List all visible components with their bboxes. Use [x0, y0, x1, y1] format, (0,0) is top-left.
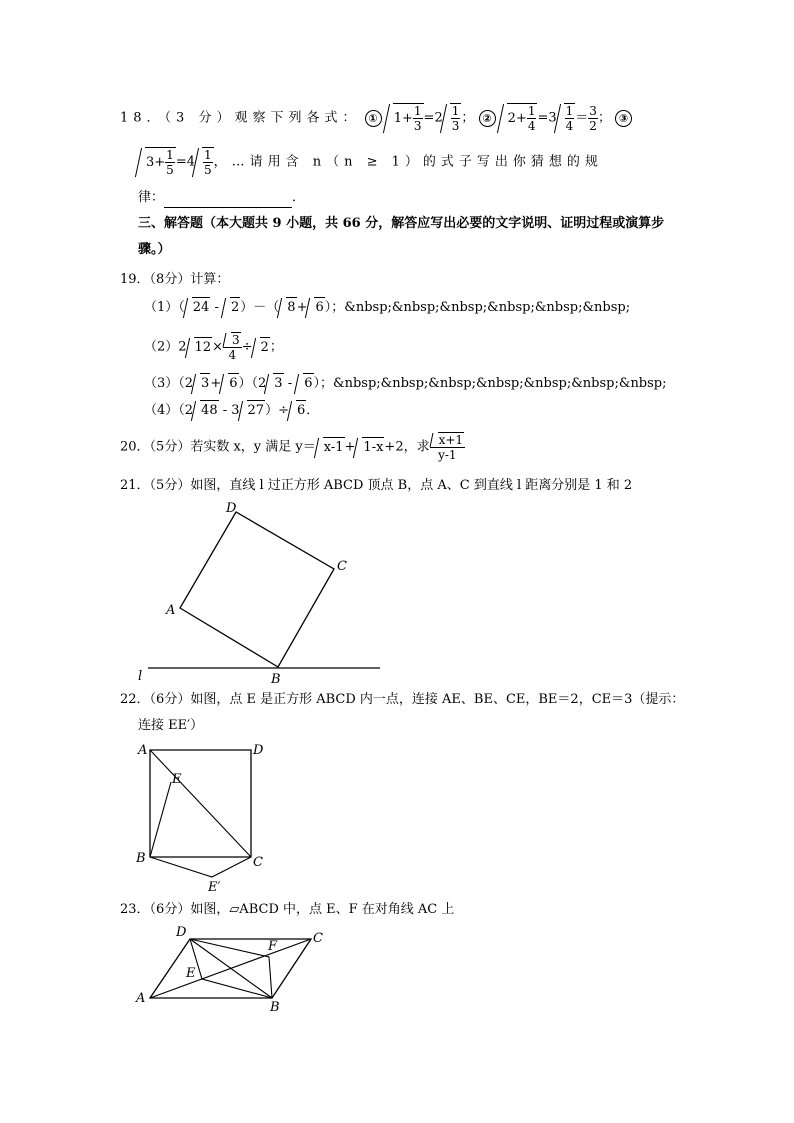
circle-number-3: ③ — [615, 110, 632, 127]
section3-heading-cont: 骤。） — [138, 242, 171, 257]
label-b: B — [271, 672, 281, 687]
section3-heading: 三、解答题（本大题共 9 小题，共 66 分，解答应写出必要的文字说明、证明过程或演算步 — [138, 216, 665, 231]
q22-figure — [130, 740, 280, 900]
label-c: C — [253, 855, 263, 870]
q18-label: 18．（3 分）观察下列各式： — [120, 110, 361, 126]
label-b: B — [270, 1000, 280, 1015]
q19-part2: （2）2 12× $\frac{3}{4}$ ÷ 2； — [144, 333, 283, 362]
q22-line1: 22．（6分）如图，点 E 是正方形 ABCD 内一点，连接 AE、BE、CE，BE＝2，CE＝3（提示： — [120, 692, 685, 707]
q18-line2-text: ，…请用含 n（n ≥ 1）的式子写出你猜想的规 — [213, 154, 603, 170]
radical-expr-3: 3+ $\frac{1}{5}$ — [146, 148, 174, 177]
q20-text: 20．（5分）若实数 x，y 满足 y＝ x-1+ 1-x+2，求 $\frac{x+1}{y-1}$ — [120, 433, 464, 462]
label-e-prime: E′ — [208, 880, 221, 895]
q18-line2: 3+ $\frac{1}{5}$ =4 $\frac{1}{5}$ ，…请用含 n（n ≥ 1）的式子写出你猜想的规 — [138, 147, 603, 177]
label-d: D — [176, 925, 187, 940]
label-d: D — [253, 743, 264, 758]
label-a: A — [138, 743, 148, 758]
label-a: A — [166, 603, 176, 618]
q18-line1: 18．（3 分）观察下列各式： ① 1+ $\frac{1}{3}$ =2 $\frac{1}{3}$ ； ② 2+ $\frac{1}{4}$ =3 $\frac{1}{4}$ ＝ $\frac{3}{2}$ ； ③ — [120, 103, 632, 129]
answer-blank[interactable] — [164, 193, 292, 208]
q23-text: 23．（6分）如图，▱ABCD 中，点 E、F 在对角线 AC 上 — [120, 902, 455, 917]
q19-part3: （3）（2 3+ 6）（2 3 - 6）；&nbsp;&nbsp;&nbsp;&nbsp;&nbsp;&nbsp;&nbsp; — [144, 373, 667, 394]
radical-expr-1: 1+ $\frac{1}{3}$ — [393, 104, 422, 133]
label-e: E — [186, 966, 196, 981]
q18-line3: 律： ． — [138, 188, 305, 208]
q21-figure — [130, 500, 390, 690]
q19-part4: （4）（2 48 - 3 27）÷ 6． — [144, 400, 319, 421]
q23-figure — [130, 922, 340, 1017]
label-l: l — [138, 669, 143, 684]
circle-number-2: ② — [479, 110, 496, 127]
q22-line2: 连接 EE′） — [138, 718, 204, 733]
label-d: D — [226, 501, 237, 516]
label-c: C — [337, 559, 347, 574]
q21-text: 21．（5分）如图，直线 l 过正方形 ABCD 顶点 B，点 A、C 到直线 l 距离分别是 1 和 2 — [120, 478, 633, 493]
radical-expr-2: 2+ $\frac{1}{4}$ — [507, 104, 536, 133]
square-abcd — [180, 512, 334, 667]
q19-title: 19．（8分）计算： — [120, 272, 230, 287]
label-b: B — [136, 851, 146, 866]
q19-part1: （1）（ 24 - 2）－（ 8+ 6）；&nbsp;&nbsp;&nbsp;&nbsp;&nbsp;&nbsp; — [144, 297, 630, 318]
label-f: F — [268, 939, 278, 954]
label-c: C — [313, 931, 323, 946]
circle-number-1: ① — [365, 110, 382, 127]
label-a: A — [136, 991, 146, 1006]
label-e: E — [172, 772, 182, 787]
